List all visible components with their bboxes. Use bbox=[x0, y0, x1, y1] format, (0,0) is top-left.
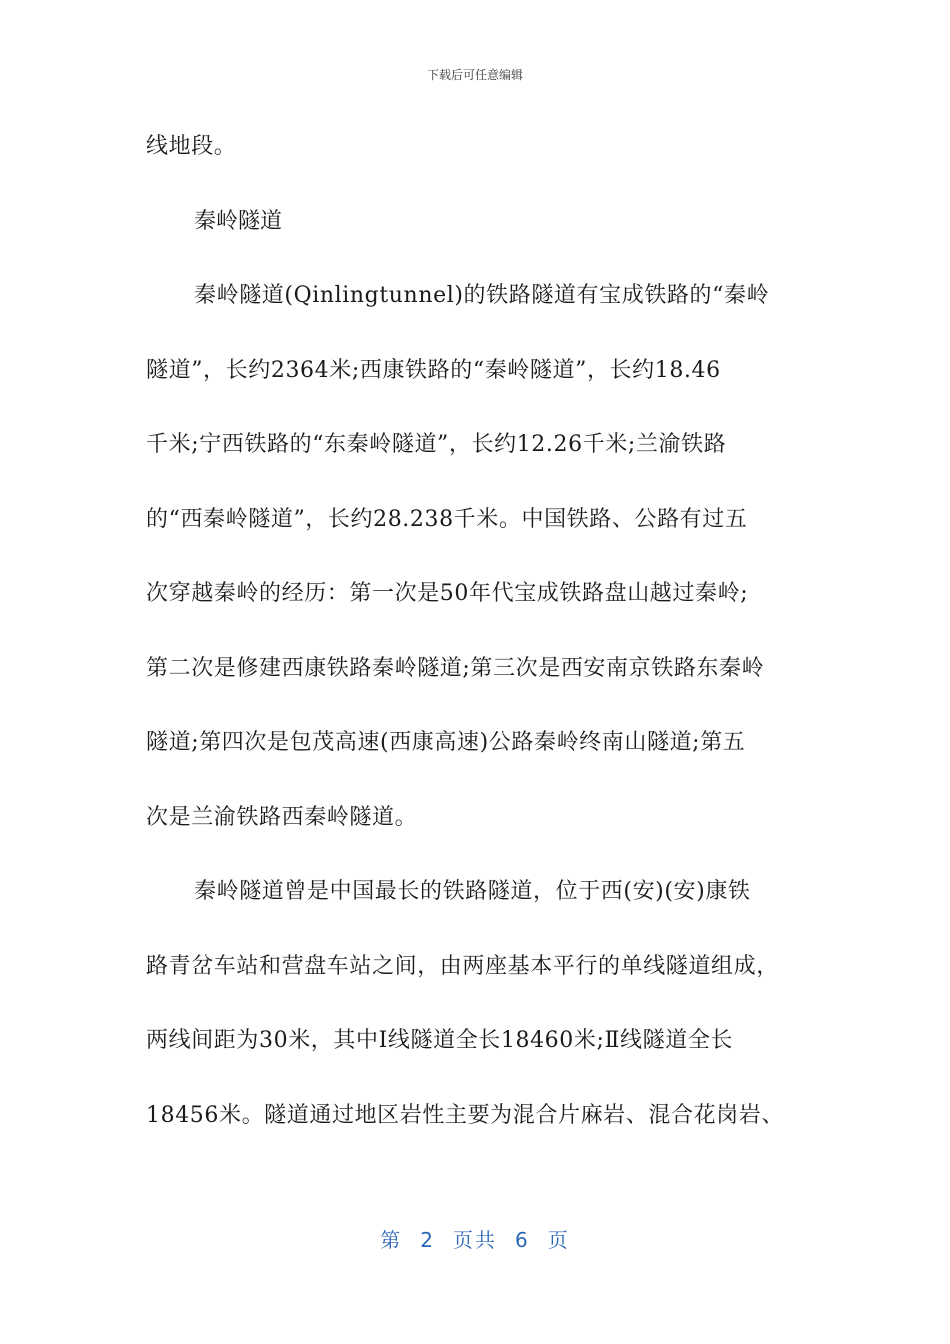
text-line: 线地段。 bbox=[146, 134, 237, 159]
paragraph-first-line: 秦岭隧道(Qinlingtunnel)的铁路隧道有宝成铁路的“秦岭 bbox=[194, 283, 770, 308]
section-heading: 秦岭隧道 bbox=[194, 208, 283, 234]
page-footer bbox=[0, 1224, 950, 1253]
text-line: 路青岔车站和营盘车站之间，由两座基本平行的单线隧道组成， bbox=[146, 953, 779, 979]
text-line: 隧道”，长约2364米;西康铁路的“秦岭隧道”，长约18.46 bbox=[146, 357, 721, 383]
footer-page-total: 6 bbox=[515, 1228, 530, 1252]
text-line: 隧道;第四次是包茂高速(西康高速)公路秦岭终南山隧道;第五 bbox=[146, 730, 746, 755]
footer-label-ye: 页 bbox=[547, 1228, 570, 1252]
footer-label-di: 第 bbox=[380, 1228, 403, 1252]
text-line: 千米;宁西铁路的“东秦岭隧道”，长约12.26千米;兰渝铁路 bbox=[146, 432, 727, 457]
text-line: 的“西秦岭隧道”，长约28.238千米。中国铁路、公路有过五 bbox=[146, 506, 748, 532]
page-header-note: 下载后可任意编辑 bbox=[426, 68, 523, 82]
text-line: 第二次是修建西康铁路秦岭隧道;第三次是西安南京铁路东秦岭 bbox=[146, 655, 765, 681]
text-line: 18456米。隧道通过地区岩性主要为混合片麻岩、混合花岗岩、 bbox=[146, 1102, 784, 1128]
footer-label-ye-gong: 页共 bbox=[453, 1228, 497, 1252]
text-line: 次是兰渝铁路西秦岭隧道。 bbox=[146, 804, 418, 830]
paragraph-first-line: 秦岭隧道曾是中国最长的铁路隧道，位于西(安)(安)康铁 bbox=[194, 879, 751, 904]
text-line: 两线间距为30米，其中Ⅰ线隧道全长18460米;Ⅱ线隧道全长 bbox=[146, 1028, 734, 1053]
text-line: 次穿越秦岭的经历：第一次是50年代宝成铁路盘山越过秦岭; bbox=[146, 581, 749, 606]
document-body bbox=[146, 126, 806, 1169]
footer-page-current: 2 bbox=[420, 1228, 435, 1252]
